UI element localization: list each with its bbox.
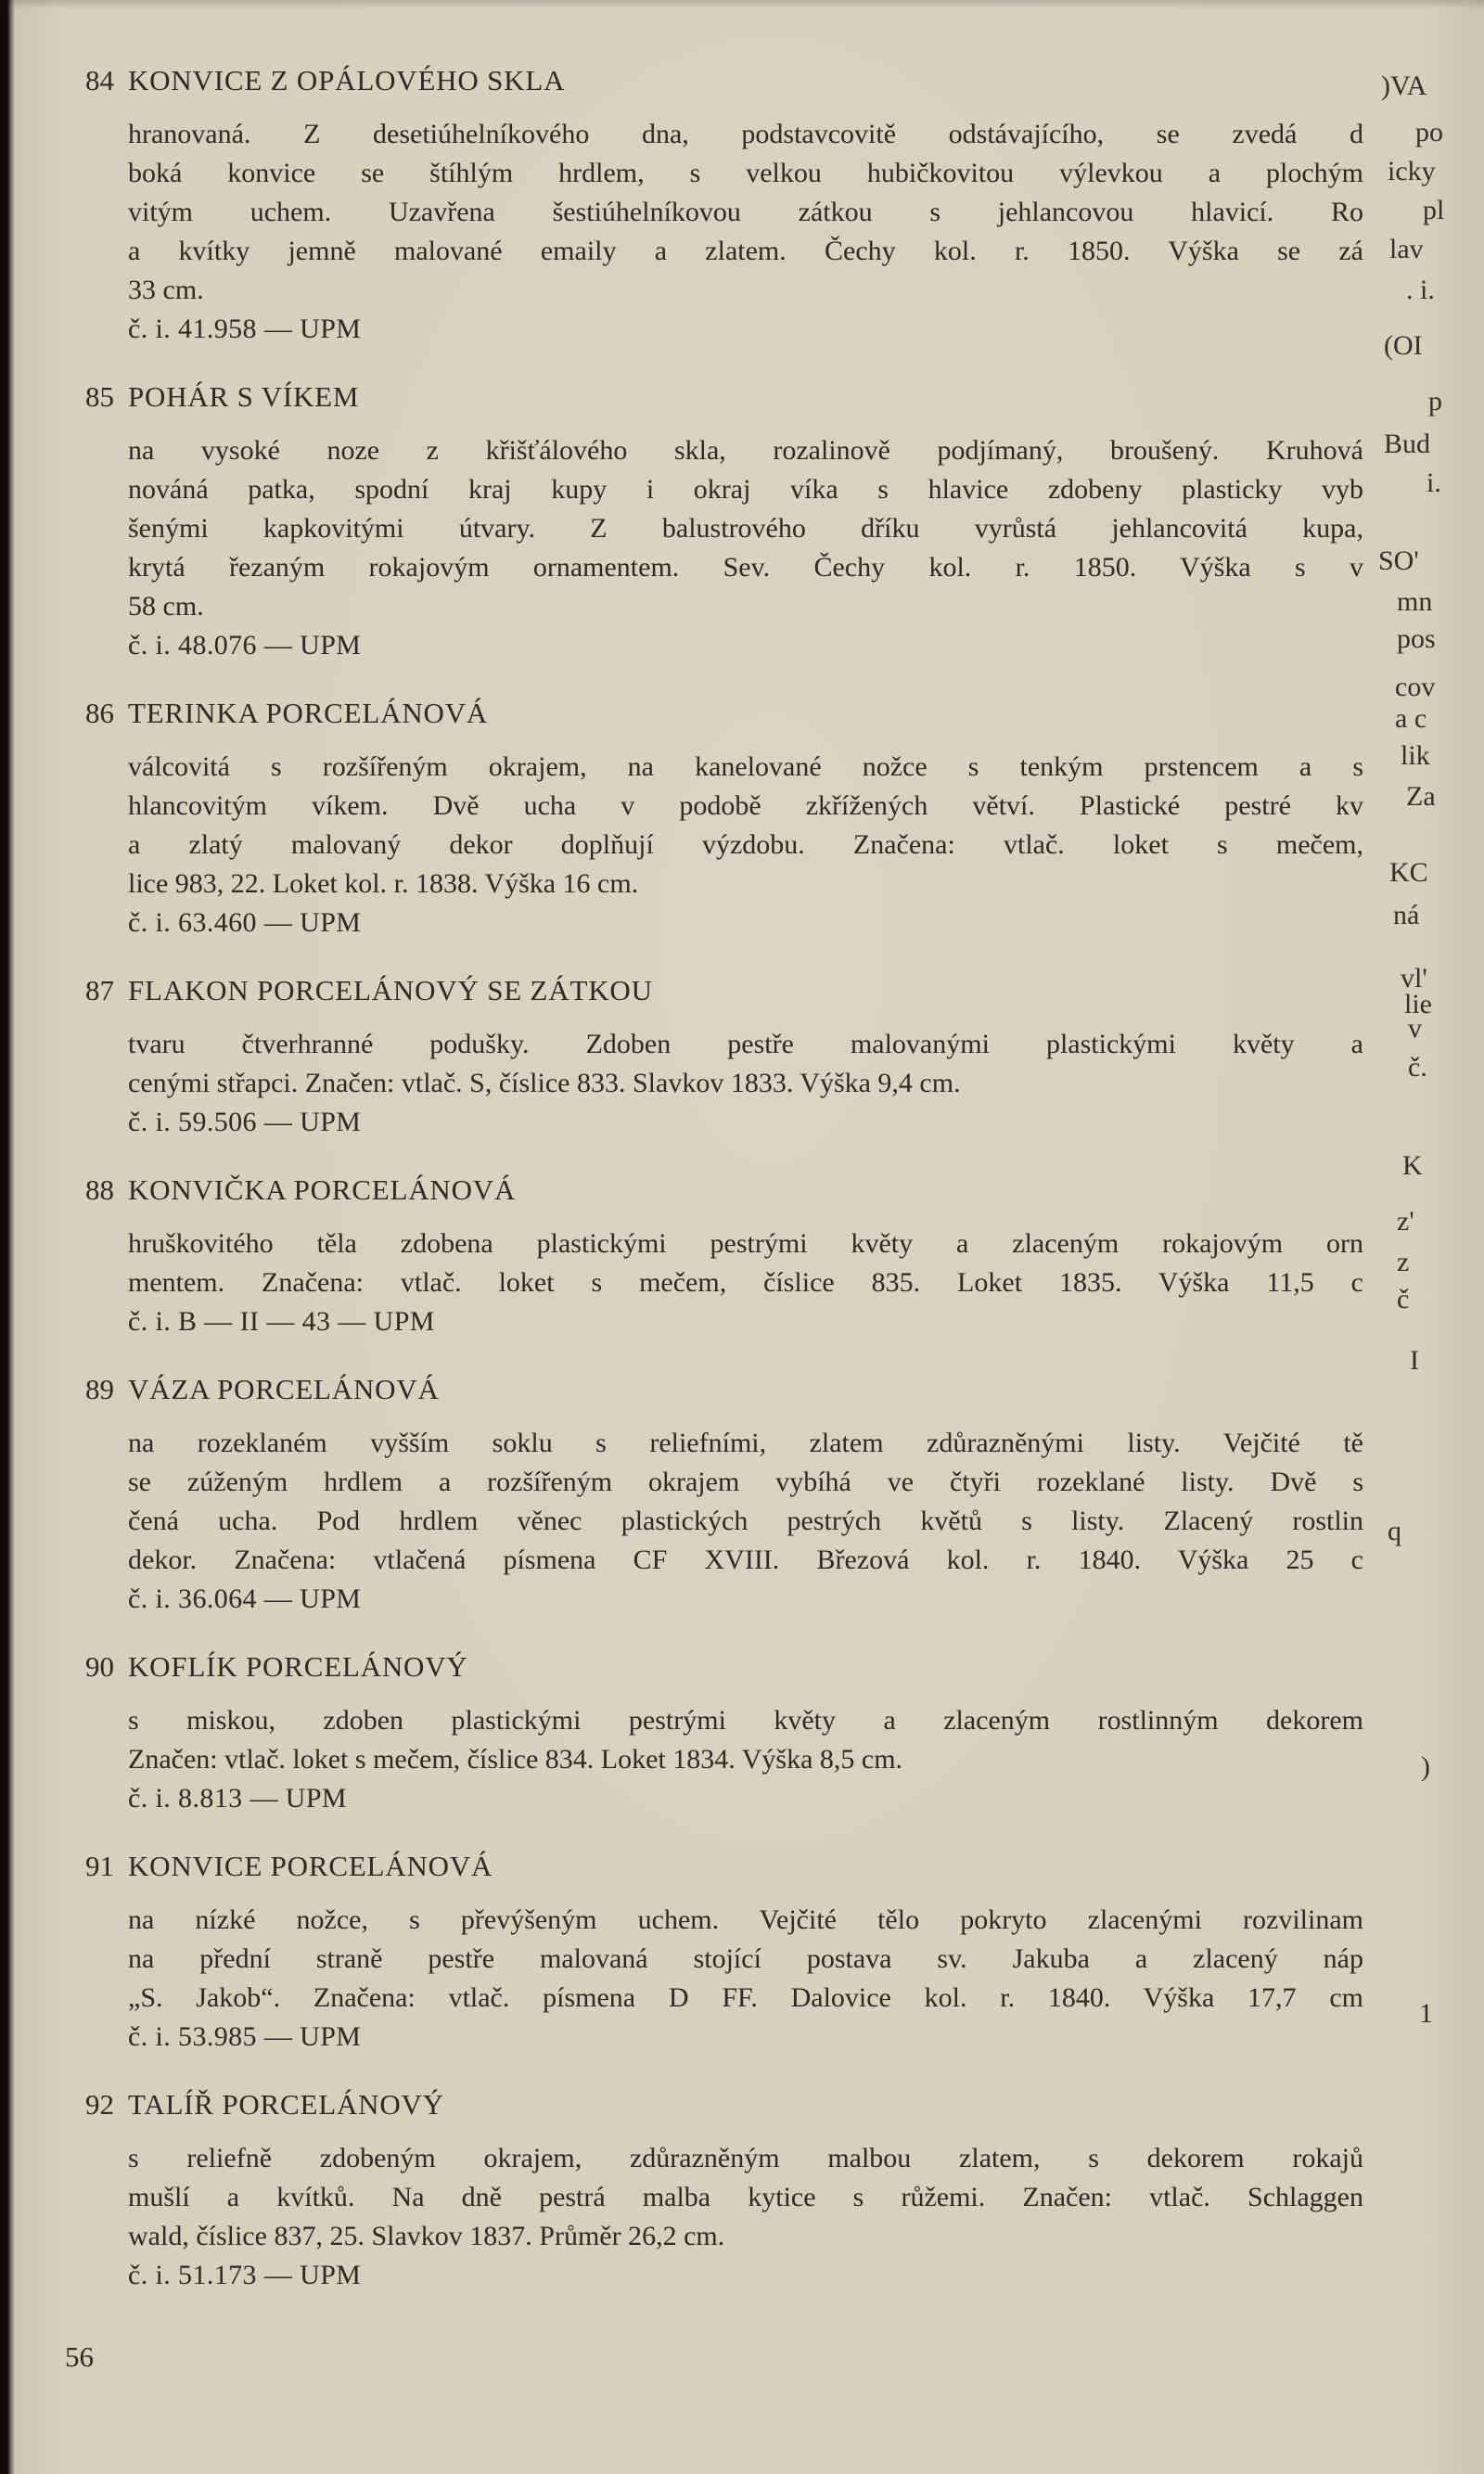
entry-inventory-number: č. i. 36.064 — UPM bbox=[128, 1583, 362, 1614]
catalog-entry-87 bbox=[85, 971, 1363, 1142]
entry-heading bbox=[85, 2085, 1363, 2130]
entry-inventory-number: č. i. B — II — 43 — UPM bbox=[128, 1306, 435, 1337]
edge-fragment: )VA bbox=[1381, 71, 1427, 101]
catalog-entry-89 bbox=[85, 1370, 1363, 1619]
entry-line: wald, číslice 837, 25. Slavkov 1837. Průměr 26,2 cm. bbox=[128, 2221, 725, 2251]
entry-line: lice 983, 22. Loket kol. r. 1838. Výška 16 cm. bbox=[128, 868, 639, 899]
entry-heading bbox=[85, 971, 1363, 1016]
entry-line: hruškovitého těla zdobena plastickými pestrými květy a zlaceným rokajovým orn bbox=[128, 1228, 1363, 1259]
edge-fragment: po bbox=[1415, 117, 1443, 147]
entry-title: POHÁR S VÍKEM bbox=[128, 380, 360, 413]
edge-fragment: a c bbox=[1395, 703, 1427, 734]
entry-number: 90 bbox=[85, 1650, 114, 1683]
entry-line: mušlí a kvítků. Na dně pestrá malba kytice s růžemi. Značen: vtlač. Schlaggen bbox=[128, 2182, 1363, 2212]
entry-heading bbox=[85, 1647, 1363, 1692]
edge-fragment: K bbox=[1402, 1150, 1423, 1181]
entry-line: s miskou, zdoben plastickými pestrými květy a zlaceným rostlinným dekorem bbox=[128, 1705, 1363, 1736]
edge-fragment: ) bbox=[1421, 1751, 1430, 1782]
edge-fragment: I bbox=[1410, 1345, 1419, 1376]
edge-fragment: pl bbox=[1423, 195, 1445, 225]
entry-heading bbox=[85, 378, 1363, 422]
entry-line: šenými kapkovitými útvary. Z balustrového dříku vyrůstá jehlancovitá kupa, bbox=[128, 513, 1363, 544]
edge-fragment: ná bbox=[1393, 900, 1420, 930]
page-number: 56 bbox=[65, 2340, 94, 2373]
entry-number: 89 bbox=[85, 1373, 114, 1405]
entry-title: KOFLÍK PORCELÁNOVÝ bbox=[128, 1650, 468, 1683]
entry-line: s reliefně zdobeným okrajem, zdůrazněným malbou zlatem, s dekorem rokajů bbox=[128, 2143, 1363, 2173]
entry-line: „S. Jakob“. Značena: vtlač. písmena D FF. Dalovice kol. r. 1840. Výška 17,7 cm bbox=[128, 1982, 1363, 2013]
edge-fragment: č bbox=[1397, 1284, 1410, 1314]
edge-fragment: (OI bbox=[1384, 330, 1423, 361]
entry-line: dekor. Značena: vtlačená písmena CF XVIII. Březová kol. r. 1840. Výška 25 c bbox=[128, 1545, 1363, 1575]
entry-inventory-number: č. i. 8.813 — UPM bbox=[128, 1783, 347, 1814]
entry-line: na nízké nožce, s převýšeným uchem. Vejčité tělo pokryto zlacenými rozvilinam bbox=[128, 1904, 1363, 1935]
catalog-entry-86 bbox=[85, 694, 1363, 942]
entry-line: na vysoké noze z křišťálového skla, rozalinově podjímaný, broušený. Kruhová bbox=[128, 435, 1363, 466]
entry-title: TALÍŘ PORCELÁNOVÝ bbox=[128, 2088, 444, 2121]
entry-number: 86 bbox=[85, 697, 114, 729]
entry-line: na rozeklaném vyšším soklu s reliefními, zlatem zdůrazněnými listy. Vejčité tě bbox=[128, 1428, 1363, 1458]
edge-fragment: q bbox=[1388, 1516, 1401, 1546]
catalog-entry-91 bbox=[85, 1847, 1363, 2057]
entry-heading bbox=[85, 1847, 1363, 1891]
edge-fragment: lav bbox=[1389, 234, 1424, 264]
edge-fragment: cov bbox=[1395, 672, 1436, 702]
entry-line: nováná patka, spodní kraj kupy i okraj víka s hlavice zdobeny plasticky vyb bbox=[128, 474, 1363, 505]
entry-line: boká konvice se štíhlým hrdlem, s velkou hubičkovitou výlevkou a plochým bbox=[128, 158, 1363, 188]
edge-fragment: . i. bbox=[1406, 275, 1435, 305]
entry-inventory-number: č. i. 51.173 — UPM bbox=[128, 2260, 362, 2290]
edge-fragment: 1 bbox=[1419, 1998, 1433, 2029]
edge-fragment: z bbox=[1397, 1247, 1410, 1277]
entry-inventory-number: č. i. 48.076 — UPM bbox=[128, 630, 362, 660]
entry-inventory-number: č. i. 53.985 — UPM bbox=[128, 2021, 362, 2052]
edge-fragment: pos bbox=[1397, 623, 1436, 654]
entry-heading bbox=[85, 61, 1363, 106]
catalog-entries bbox=[85, 61, 1363, 2324]
entry-title: KONVICE PORCELÁNOVÁ bbox=[128, 1850, 493, 1882]
catalog-entry-88 bbox=[85, 1171, 1363, 1341]
edge-fragment: vl' bbox=[1401, 963, 1427, 993]
edge-fragment: i. bbox=[1426, 468, 1441, 498]
edge-fragment: lie bbox=[1404, 989, 1432, 1019]
entry-title: VÁZA PORCELÁNOVÁ bbox=[128, 1373, 440, 1405]
entry-heading bbox=[85, 1370, 1363, 1415]
entry-number: 87 bbox=[85, 974, 114, 1006]
catalog-entry-90 bbox=[85, 1647, 1363, 1818]
entry-number: 84 bbox=[85, 64, 114, 96]
edge-fragment: icky bbox=[1388, 156, 1436, 186]
entry-number: 85 bbox=[85, 380, 114, 413]
entry-line: čená ucha. Pod hrdlem věnec plastických pestrých květů s listy. Zlacený rostlin bbox=[128, 1506, 1363, 1536]
edge-fragment: z' bbox=[1397, 1206, 1414, 1237]
entry-line: krytá řezaným rokajovým ornamentem. Sev. Čechy kol. r. 1850. Výška s v bbox=[128, 552, 1363, 583]
edge-fragment: č. bbox=[1408, 1052, 1427, 1083]
entry-line: a kvítky jemně malované emaily a zlatem. Čechy kol. r. 1850. Výška se zá bbox=[128, 236, 1363, 266]
entry-title: FLAKON PORCELÁNOVÝ SE ZÁTKOU bbox=[128, 974, 653, 1006]
entry-line: se zúženým hrdlem a rozšířeným okrajem vybíhá ve čtyři rozeklané listy. Dvě s bbox=[128, 1467, 1363, 1497]
entry-line: tvaru čtverhranné podušky. Zdoben pestře malovanými plastickými květy a bbox=[128, 1029, 1363, 1059]
edge-fragment: Za bbox=[1406, 781, 1436, 812]
entry-line: 33 cm. bbox=[128, 275, 204, 305]
entry-line: a zlatý malovaný dekor doplňují výzdobu. Značena: vtlač. loket s mečem, bbox=[128, 829, 1363, 860]
entry-line: vitým uchem. Uzavřena šestiúhelníkovou zátkou s jehlancovou hlavicí. Ro bbox=[128, 197, 1363, 227]
catalog-entry-92 bbox=[85, 2085, 1363, 2295]
entry-inventory-number: č. i. 41.958 — UPM bbox=[128, 314, 362, 344]
edge-fragment: p bbox=[1428, 386, 1442, 417]
entry-inventory-number: č. i. 63.460 — UPM bbox=[128, 907, 362, 938]
entry-line: mentem. Značena: vtlač. loket s mečem, číslice 835. Loket 1835. Výška 11,5 c bbox=[128, 1267, 1363, 1298]
edge-fragment: Bud bbox=[1384, 429, 1431, 459]
entry-heading bbox=[85, 1171, 1363, 1215]
entry-line: hranovaná. Z desetiúhelníkového dna, podstavcovitě odstávajícího, se zvedá d bbox=[128, 119, 1363, 149]
entry-title: KONVICE Z OPÁLOVÉHO SKLA bbox=[128, 64, 566, 96]
entry-number: 91 bbox=[85, 1850, 114, 1882]
entry-inventory-number: č. i. 59.506 — UPM bbox=[128, 1107, 362, 1137]
entry-number: 88 bbox=[85, 1173, 114, 1206]
edge-fragment: KC bbox=[1389, 857, 1428, 888]
catalog-entry-85 bbox=[85, 378, 1363, 665]
entry-line: Značen: vtlač. loket s mečem, číslice 834. Loket 1834. Výška 8,5 cm. bbox=[128, 1744, 903, 1775]
edge-fragment: mn bbox=[1397, 586, 1433, 617]
book-spine-shadow bbox=[0, 0, 15, 2474]
edge-fragment: v bbox=[1408, 1013, 1422, 1044]
entry-number: 92 bbox=[85, 2088, 114, 2121]
entry-line: válcovitá s rozšířeným okrajem, na kanelované nožce s tenkým prstencem a s bbox=[128, 751, 1363, 782]
entry-heading bbox=[85, 694, 1363, 738]
entry-line: hlancovitým víkem. Dvě ucha v podobě zkřížených větví. Plastické pestré kv bbox=[128, 790, 1363, 821]
catalog-entry-84 bbox=[85, 61, 1363, 349]
entry-line: cenými střapci. Značen: vtlač. S, číslice 833. Slavkov 1833. Výška 9,4 cm. bbox=[128, 1068, 961, 1098]
entry-line: 58 cm. bbox=[128, 591, 204, 622]
edge-fragment: lik bbox=[1401, 740, 1430, 771]
entry-title: KONVIČKA PORCELÁNOVÁ bbox=[128, 1173, 517, 1206]
edge-fragment: SO' bbox=[1378, 545, 1419, 576]
entry-title: TERINKA PORCELÁNOVÁ bbox=[128, 697, 489, 729]
entry-line: na přední straně pestře malovaná stojící postava sv. Jakuba a zlacený náp bbox=[128, 1943, 1363, 1974]
